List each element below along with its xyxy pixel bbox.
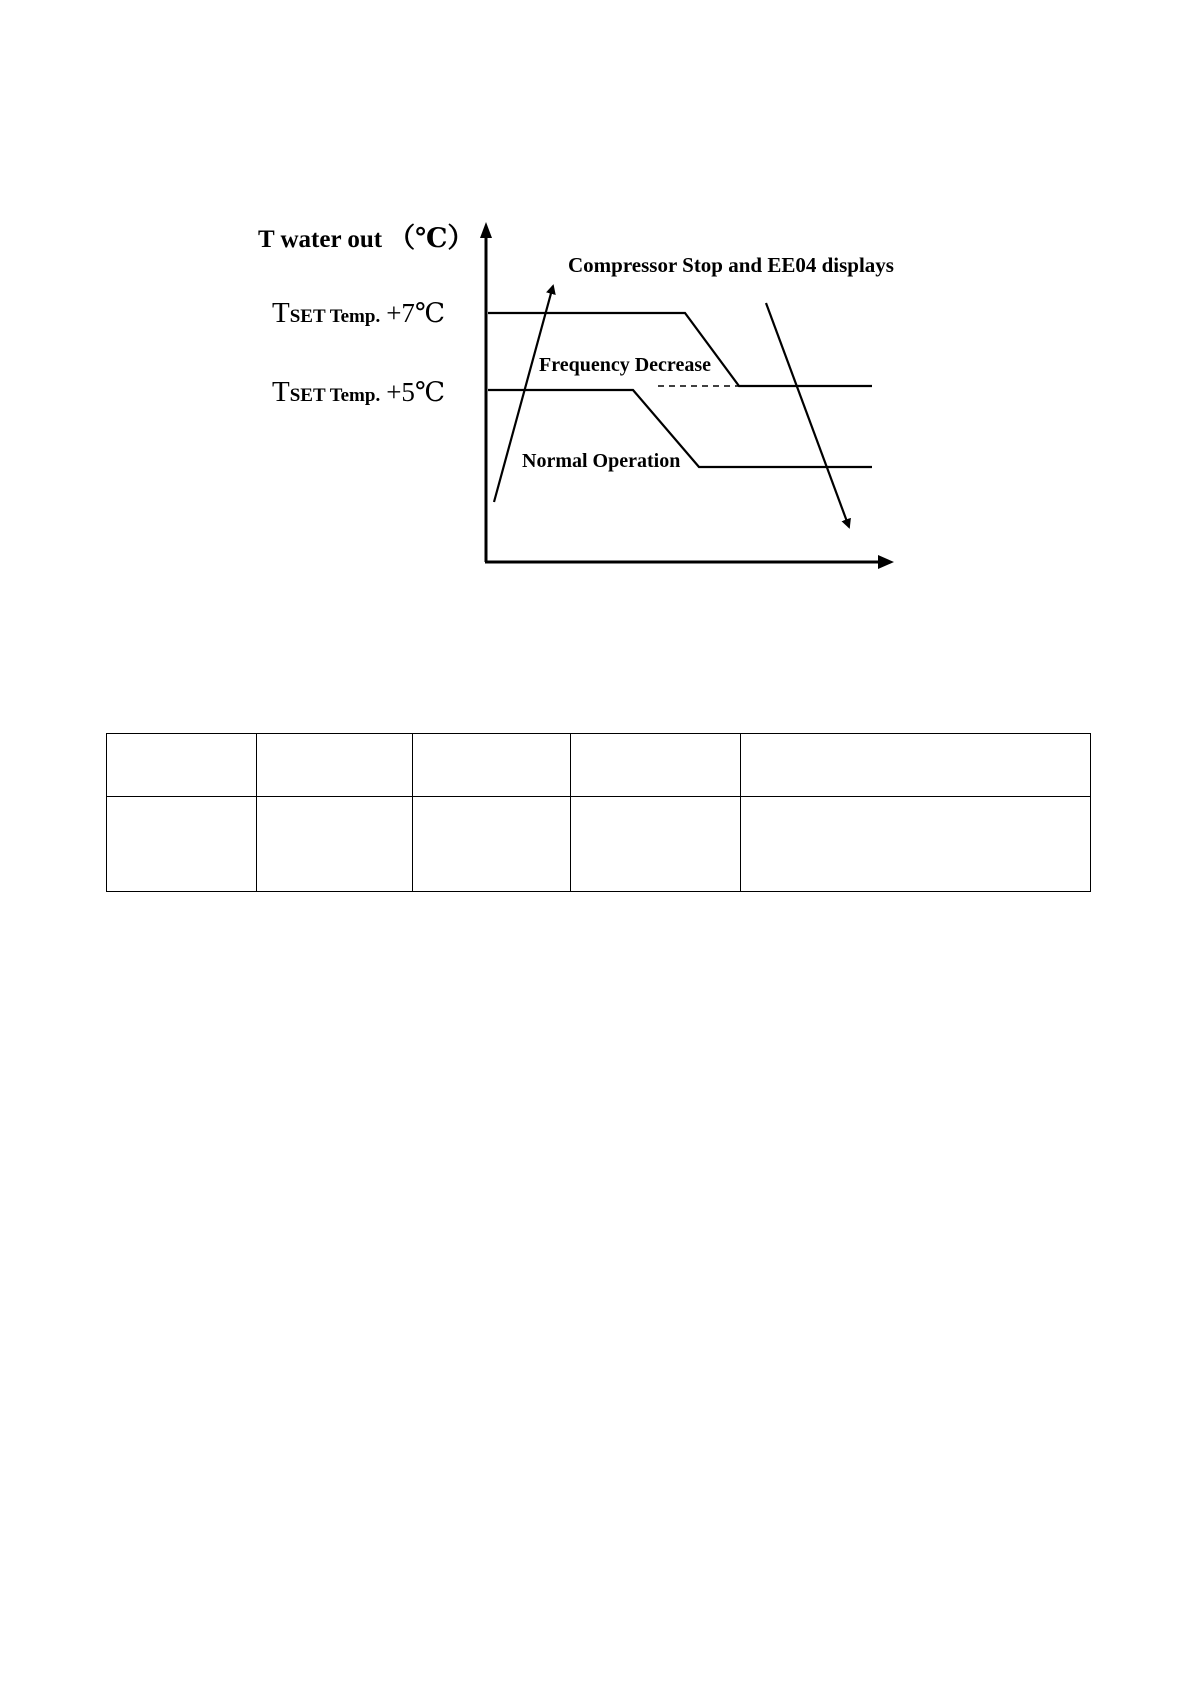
table-cell <box>741 797 1091 892</box>
y-axis-unit: （℃） <box>388 223 475 253</box>
y-axis-arrowhead <box>480 222 492 238</box>
level-label-upper: TSET Temp. +7℃ <box>272 297 446 329</box>
blank-table <box>106 733 1091 892</box>
table-cell <box>571 734 741 797</box>
level-label-lower: TSET Temp. +5℃ <box>272 376 446 408</box>
table-cell <box>107 797 257 892</box>
table-cell <box>413 797 571 892</box>
table-row <box>107 734 1091 797</box>
x-axis-arrowhead <box>878 555 894 569</box>
table-cell <box>571 797 741 892</box>
normal-operation-label: Normal Operation <box>522 450 681 472</box>
frequency-decrease-label: Frequency Decrease <box>539 354 711 376</box>
falling-arrow <box>766 303 849 527</box>
table-cell <box>257 797 413 892</box>
table-cell <box>413 734 571 797</box>
compressor-stop-label: Compressor Stop and EE04 displays <box>568 253 894 277</box>
table-row <box>107 797 1091 892</box>
temperature-protection-diagram <box>0 0 1191 620</box>
y-axis-label: T water out （℃） <box>258 223 475 253</box>
table-cell <box>107 734 257 797</box>
table-cell <box>257 734 413 797</box>
table-cell <box>741 734 1091 797</box>
